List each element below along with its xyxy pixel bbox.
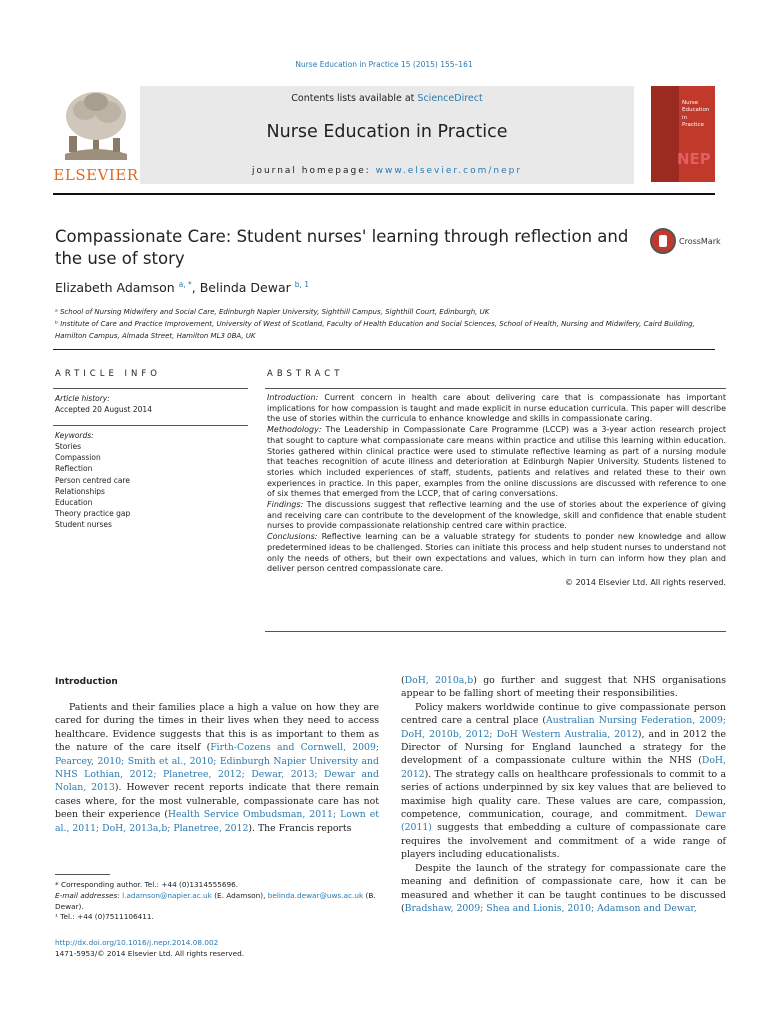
author-name: Elizabeth Adamson	[55, 280, 175, 296]
email-link[interactable]: belinda.dewar@uws.ac.uk	[267, 890, 364, 900]
abstract-copyright: © 2014 Elsevier Ltd. All rights reserved.	[565, 577, 726, 587]
keyword: Stories	[55, 442, 81, 451]
keyword: Reflection	[55, 464, 93, 474]
header-rule	[53, 193, 715, 195]
author-affiliation-marker[interactable]: b, 1	[294, 280, 310, 289]
body-text: ). The strategy calls on healthcare professionals to commit to a series of actions underpinned by six key values that are believed to maximise high quality care. These values are care, compassion, competence, communication, courage, and commitment.	[401, 768, 726, 821]
corresponding-author-note: * Corresponding author. Tel.: +44 (0)1314555696.	[55, 880, 239, 889]
journal-cover-image[interactable]	[651, 86, 715, 182]
keyword: Education	[55, 498, 93, 508]
telephone-note: ¹ Tel.: +44 (0)7511106411.	[55, 912, 154, 922]
abstract-label: Introduction:	[267, 393, 319, 402]
journal-homepage	[140, 166, 634, 176]
crossmark-label: CrossMark	[679, 236, 721, 246]
history-value: Accepted 20 August 2014	[55, 405, 152, 414]
email-label: E-mail addresses:	[55, 890, 120, 900]
abstract-conclusions	[267, 532, 726, 575]
abstract-label: Methodology:	[267, 425, 322, 435]
keywords-label: Keywords:	[55, 431, 94, 440]
body-text: Policy makers worldwide continue to give compassionate person centred care a central place (	[401, 701, 726, 727]
abstract-text: The discussions suggest that reflective learning and the use of stories about the experience of giving and receiving care can contribute to the development of the knowledge, skill and confidence that enable student nurses to provide compassionate relationship centred care within practice.	[267, 500, 726, 531]
footnotes	[55, 880, 379, 923]
citation-link[interactable]: Health Service Ombudsman, 2011; Lown et al., 2011; DoH, 2013a,b; Planetree, 2012	[55, 809, 379, 834]
affiliation-a: ᵃ School of Nursing Midwifery and Social Care, Edinburgh Napier University, Sighthill Campus, Sighthill Court, Edinburgh, UK	[55, 308, 490, 316]
affiliation-rule	[53, 349, 715, 350]
cover-title-line: Practice	[682, 122, 704, 129]
crossmark-icon	[650, 228, 676, 254]
author-name: , Belinda Dewar	[191, 280, 291, 296]
article-info-heading: ARTICLE INFO	[55, 369, 161, 379]
abstract-rule	[265, 388, 726, 389]
article-title: Compassionate Care: Student nurses' learning through reflection and the use of story	[55, 227, 629, 268]
citation-link[interactable]: Firth-Cozens and Cornwell, 2009; Pearcey, 2010; Smith et al., 2010; Edinburgh Napier University and NHS Lothian, 2012; Planetree, 2012; Dewar, 2013; Dewar and Nolan, 2013	[55, 742, 380, 794]
journal-title: Nurse Education in Practice	[266, 122, 508, 142]
citation-link[interactable]: Australian Nursing Federation, 2009; DoH, 2010b, 2012; DoH Western Australia, 2012	[401, 715, 726, 740]
info-rule	[53, 388, 248, 389]
body-text: (	[401, 675, 405, 686]
keywords-list	[55, 441, 130, 531]
body-text: Patients and their families place a high a value on how they are cared for during the times in their lives when they need to access healthcare. Evidence suggests that this is as important to them as the nature of the care itself (	[55, 702, 379, 754]
body-paragraph	[401, 674, 726, 701]
sciencedirect-link[interactable]: ScienceDirect	[417, 93, 483, 104]
body-text: ). However recent reports indicate that there remain cases where, for the most vulnerable, compassionate care has not been their experience (	[55, 782, 379, 821]
introduction-heading: Introduction	[55, 677, 118, 687]
abstract-introduction	[267, 393, 726, 425]
affiliation-b: ᵇ Institute of Care and Practice Improvement, University of West of Scotland, Faculty of Health Education and Social Sciences, School of Health, Nursing and Midwifery, Caird Building, Hamilton Campus, Almada Street, Hamilton ML3 0BA, UK	[55, 320, 695, 340]
cover-title	[682, 100, 715, 130]
keyword: Relationships	[55, 486, 105, 496]
body-paragraph	[401, 862, 726, 916]
abstract-rule	[265, 631, 726, 632]
contents-line	[140, 93, 634, 104]
citation-link[interactable]: Dewar (2011)	[401, 809, 726, 834]
abstract-methodology	[267, 425, 726, 500]
abstract-label: Conclusions:	[267, 532, 318, 542]
abstract-label: Findings:	[267, 500, 304, 510]
cover-abbrev: NEP	[677, 150, 711, 168]
author-list	[55, 280, 309, 295]
body-column-left	[55, 701, 379, 835]
cover-title-line: Education in	[682, 107, 710, 121]
body-text: suggests that embedding a culture of compassionate care requires the involvement and commitment of a wide range of players including educationalists.	[401, 822, 726, 861]
body-text: ). The Francis reports	[248, 822, 352, 834]
contents-prefix: Contents lists available at	[291, 93, 418, 104]
keyword: Person centred care	[55, 475, 130, 485]
cover-band	[651, 86, 679, 182]
abstract-heading: ABSTRACT	[267, 369, 344, 379]
citation-link[interactable]: DoH, 2010a,b	[404, 675, 474, 686]
body-paragraph	[401, 701, 726, 862]
elsevier-wordmark: ELSEVIER	[53, 166, 139, 184]
issn-copyright: 1471-5953/© 2014 Elsevier Ltd. All rights reserved.	[55, 948, 245, 958]
email-owner: (B. Dewar).	[55, 890, 376, 911]
crossmark-badge[interactable]	[650, 228, 721, 254]
citation-link[interactable]: Bradshaw, 2009; Shea and Lionis, 2010; Adamson and Dewar,	[404, 902, 697, 914]
journal-citation[interactable]: Nurse Education in Practice 15 (2015) 155–161	[295, 60, 473, 69]
email-addresses	[55, 891, 379, 913]
body-text: ) go further and suggest that NHS organisations appear to be falling short of meeting their responsibilities.	[401, 675, 726, 700]
info-rule	[53, 425, 248, 426]
body-text: Despite the launch of the strategy for compassionate care the meaning and definition of compassionate care, how it can be measured and whether it can be taught continues to be discussed (	[401, 862, 726, 914]
doi-link[interactable]: http://dx.doi.org/10.1016/j.nepr.2014.08.002	[55, 938, 219, 947]
body-paragraph	[55, 701, 379, 835]
abstract-text: The Leadership in Compassionate Care Programme (LCCP) was a 3-year action research project that sought to capture what compassionate care means within practice and utilise this learning within education. Stories gathered within clinical practice were used to stimulate reflective learning as part of a nursing module that teaches recognition of acute illness and deterioration at Edinburgh Napier University. Students listened to stories which included experiences of staff, students, patients and relatives and related these to their own experiences in practice. In this paper, examples from the online discussions are discussed with reference to one of six themes that emerged from the LCCP, that of caring conversations.	[267, 425, 726, 499]
email-owner: (E. Adamson),	[211, 890, 268, 900]
footnote-rule	[55, 874, 110, 875]
homepage-prefix: journal homepage:	[251, 166, 376, 176]
email-link[interactable]: l.adamson@napier.ac.uk	[122, 890, 212, 900]
doi-block	[55, 938, 244, 960]
cover-title-line: Nurse	[682, 100, 699, 106]
keyword: Compassion	[55, 453, 101, 463]
keyword: Student nurses	[55, 520, 112, 530]
body-text: ), and in 2012 the Director of Nursing for England launched a strategy for the development of a compassionate culture within the NHS (	[401, 728, 726, 767]
abstract-body	[267, 393, 726, 589]
homepage-link[interactable]: www.elsevier.com/nepr	[375, 166, 523, 176]
abstract-text: Reflective learning can be a valuable strategy for students to ponder new knowledge and allow predetermined ideas to be challenged. Stories can initiate this process and help student nurses to understand not only the needs of others, but their own expectations and values, which in turn can inform how they plan and deliver person centred compassionate care.	[267, 532, 726, 574]
keyword: Theory practice gap	[55, 509, 131, 519]
history-label: Article history:	[55, 394, 110, 403]
citation-link[interactable]: DoH, 2012	[401, 755, 726, 780]
abstract-text: Current concern in health care about delivering care that is compassionate has important implications for how compassion is taught and made explicit in nurse education curricula. This paper will describe the use of stories within the curricula to enhance knowledge and skills in compassionate caring.	[267, 393, 726, 424]
author-affiliation-marker[interactable]: a, *	[178, 280, 192, 289]
abstract-findings	[267, 500, 726, 532]
body-column-right	[401, 674, 726, 915]
